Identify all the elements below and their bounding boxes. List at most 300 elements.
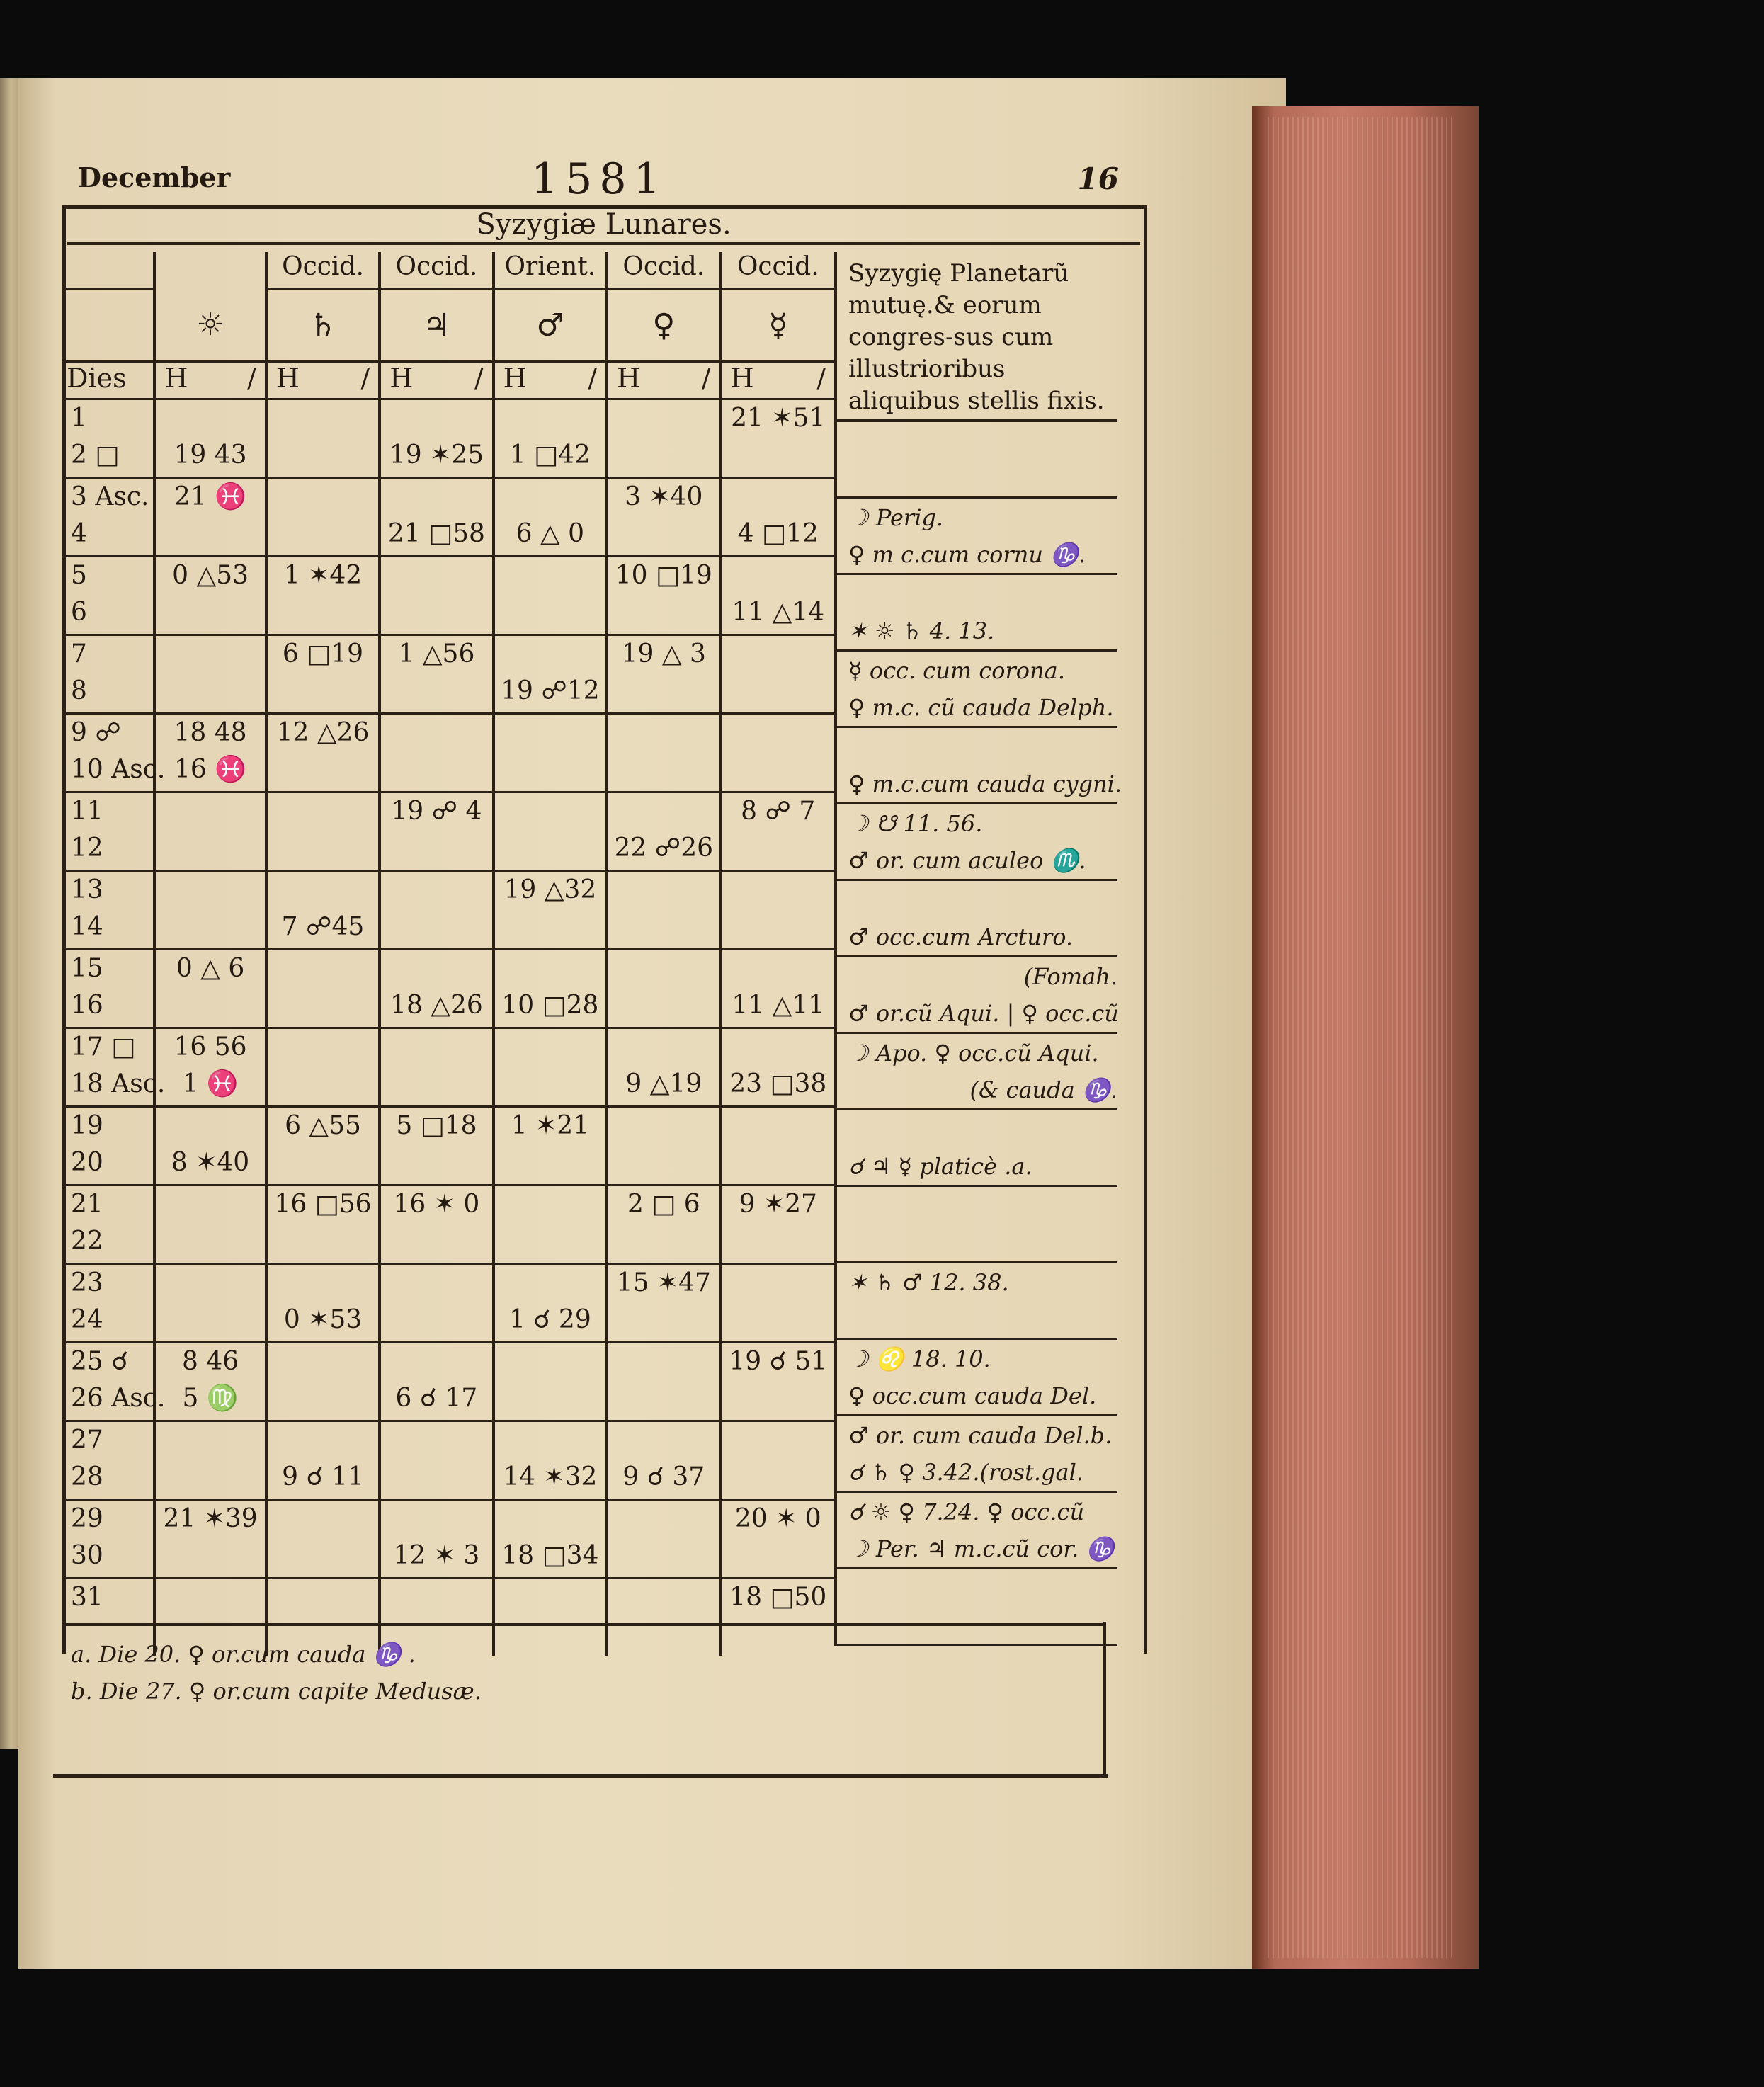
- saturn-value: [268, 1501, 378, 1537]
- note-cell: [834, 1263, 1117, 1340]
- mars-cell: [494, 399, 607, 478]
- mercury-value: [722, 1459, 834, 1496]
- mercury-value: [722, 1108, 834, 1144]
- table-row: [64, 714, 834, 792]
- sun-value: [156, 872, 264, 909]
- mars-value: [495, 636, 605, 673]
- mercury-cell: [721, 1028, 834, 1107]
- jupiter-value: [381, 1579, 491, 1616]
- day-label: 27: [71, 1426, 103, 1455]
- saturn-cell: [266, 1343, 380, 1421]
- mercury-value: [722, 1537, 834, 1574]
- note-text: ✶ ♄ ♂ 12. 38.: [848, 1269, 1009, 1296]
- sun-cell: [154, 714, 266, 792]
- sun-value: [156, 1265, 264, 1302]
- unit-header: [494, 362, 607, 399]
- venus-cell: [607, 635, 720, 714]
- note-text: ♂ occ.cum Arcturo.: [848, 923, 1074, 950]
- jupiter-value: 6 ☌ 17: [395, 1384, 478, 1413]
- page-block-lines: [1268, 117, 1452, 1958]
- saturn-value: 7 ☍45: [281, 912, 365, 941]
- saturn-value: [268, 1223, 378, 1260]
- saturn-value: 16 □56: [274, 1190, 372, 1219]
- saturn-value: [268, 987, 378, 1024]
- note-text: ☌ ☼ ♀ 7.24. ♀ occ.cũ: [848, 1499, 1085, 1525]
- day-cell: [64, 557, 154, 635]
- footnotes: [71, 1636, 482, 1710]
- day-label: 8: [71, 676, 87, 705]
- sun-value: 18 48: [173, 718, 247, 747]
- mars-value: [495, 909, 605, 945]
- mars-value: [495, 793, 605, 830]
- mercury-value: [722, 636, 834, 673]
- saturn-value: [268, 830, 378, 867]
- position-header: Occid.: [721, 252, 834, 289]
- saturn-value: [268, 437, 378, 474]
- mercury-cell: [721, 714, 834, 792]
- venus-cell: [607, 1343, 720, 1421]
- note-text: [848, 1187, 1117, 1224]
- day-label: 5: [71, 561, 87, 590]
- jupiter-value: [381, 751, 491, 788]
- sun-cell: [154, 1500, 266, 1579]
- sun-value: [156, 516, 264, 552]
- mars-value: 18 □34: [501, 1541, 599, 1570]
- venus-value: 15 ✶47: [616, 1268, 711, 1297]
- venus-cell: [607, 792, 720, 871]
- mars-value: [495, 400, 605, 437]
- day-label: 9 ☍: [71, 718, 121, 747]
- note-text: ☽ ☋ 11. 56.: [848, 810, 983, 837]
- saturn-cell: [266, 399, 380, 478]
- mars-value: 1 □42: [509, 440, 591, 470]
- saturn-value: [268, 793, 378, 830]
- jupiter-value: [381, 1343, 491, 1380]
- mercury-cell: [721, 871, 834, 950]
- mars-value: [495, 1579, 605, 1616]
- mars-value: [495, 1029, 605, 1066]
- jupiter-cell: [380, 1264, 493, 1343]
- saturn-cell: [266, 1264, 380, 1343]
- note-cell: [834, 499, 1117, 575]
- jupiter-value: [381, 1066, 491, 1103]
- unit-minute: /: [701, 363, 711, 394]
- jupiter-value: [381, 557, 491, 594]
- jupiter-value: 5 □18: [396, 1111, 477, 1140]
- note-cell: [834, 575, 1117, 652]
- mars-value: 6 △ 0: [516, 519, 585, 548]
- mars-value: 1 ✶21: [511, 1111, 590, 1140]
- venus-value: 9 △19: [625, 1069, 702, 1098]
- unit-hour: H: [503, 363, 527, 394]
- venus-value: [608, 793, 719, 830]
- unit-minute: /: [246, 363, 256, 394]
- day-label: 11: [71, 797, 103, 826]
- unit-header: [721, 362, 834, 399]
- day-label: 20: [71, 1148, 103, 1177]
- mercury-value: [722, 751, 834, 788]
- table-row: [64, 557, 834, 635]
- day-cell: [64, 635, 154, 714]
- jupiter-cell: [380, 871, 493, 950]
- saturn-cell: [266, 1107, 380, 1185]
- jupiter-value: [381, 1144, 491, 1181]
- jupiter-value: [381, 1422, 491, 1459]
- mercury-value: [722, 1616, 834, 1653]
- day-cell: [64, 1421, 154, 1500]
- venus-cell: [607, 1185, 720, 1264]
- saturn-value: [268, 872, 378, 909]
- note-text: [848, 575, 1117, 612]
- sun-value: 8 ✶40: [171, 1148, 250, 1177]
- sun-value: [156, 1302, 264, 1338]
- day-cell: [64, 792, 154, 871]
- mars-value: 14 ✶32: [503, 1462, 598, 1491]
- venus-value: [608, 1616, 719, 1653]
- mars-cell: [494, 1028, 607, 1107]
- sun-value: 21 ♓: [174, 482, 247, 511]
- note-cell: [834, 1416, 1117, 1493]
- mercury-cell: [721, 1185, 834, 1264]
- saturn-cell: [266, 950, 380, 1028]
- table-row: [64, 1185, 834, 1264]
- venus-value: [608, 594, 719, 631]
- sun-cell: [154, 557, 266, 635]
- saturn-value: 12 △26: [276, 718, 370, 747]
- saturn-cell: [266, 792, 380, 871]
- venus-value: [608, 950, 719, 987]
- mars-cell: [494, 1421, 607, 1500]
- table-row: [64, 1421, 834, 1500]
- sun-value: [156, 1223, 264, 1260]
- position-header: Occid.: [607, 252, 720, 289]
- saturn-value: [268, 1029, 378, 1066]
- note-text: [848, 881, 1117, 918]
- mercury-cell: [721, 399, 834, 478]
- venus-cell: [607, 871, 720, 950]
- mars-cell: [494, 635, 607, 714]
- mercury-cell: [721, 792, 834, 871]
- mars-value: [495, 950, 605, 987]
- mars-cell: [494, 1579, 607, 1656]
- venus-value: 19 △ 3: [621, 639, 706, 669]
- sun-value: 1 ♓: [182, 1069, 239, 1098]
- sun-cell: [154, 1343, 266, 1421]
- mars-value: [495, 1343, 605, 1380]
- mercury-value: 20 ✶ 0: [734, 1504, 821, 1533]
- table-row: [64, 1028, 834, 1107]
- mars-value: [495, 1144, 605, 1181]
- mercury-value: [722, 437, 834, 474]
- venus-value: [608, 1302, 719, 1338]
- mercury-value: [722, 557, 834, 594]
- sun-cell: [154, 1107, 266, 1185]
- mercury-value: [722, 1380, 834, 1417]
- venus-value: [608, 1108, 719, 1144]
- saturn-cell: [266, 714, 380, 792]
- sun-value: 0 △ 6: [176, 954, 245, 983]
- mercury-value: [722, 1144, 834, 1181]
- venus-value: [608, 1422, 719, 1459]
- jupiter-value: 16 ✶ 0: [393, 1190, 480, 1219]
- venus-icon: ♀: [607, 289, 720, 362]
- jupiter-value: [381, 909, 491, 945]
- saturn-value: [268, 1265, 378, 1302]
- unit-hour: H: [730, 363, 754, 394]
- mercury-value: 8 ☍ 7: [741, 797, 816, 826]
- mars-cell: [494, 1343, 607, 1421]
- sun-cell: [154, 399, 266, 478]
- note-cell: [834, 1187, 1117, 1263]
- note-cell: [834, 881, 1117, 957]
- sun-value: 16 56: [173, 1033, 247, 1062]
- venus-cell: [607, 714, 720, 792]
- saturn-value: 9 ☌ 11: [282, 1462, 364, 1491]
- mars-value: [495, 594, 605, 631]
- mercury-value: [722, 715, 834, 751]
- venus-value: [608, 1223, 719, 1260]
- note-cell: [834, 1110, 1117, 1187]
- note-cell: [834, 652, 1117, 728]
- jupiter-value: [381, 1223, 491, 1260]
- saturn-value: 6 □19: [282, 639, 364, 669]
- day-label: 14: [71, 912, 103, 941]
- jupiter-value: [381, 1459, 491, 1496]
- sun-value: [156, 1108, 264, 1144]
- jupiter-value: [381, 594, 491, 631]
- mercury-icon: ☿: [721, 289, 834, 362]
- note-text: [848, 1224, 1117, 1261]
- note-cell: [834, 728, 1122, 804]
- saturn-value: [268, 594, 378, 631]
- position-header: Occid.: [380, 252, 493, 289]
- jupiter-cell: [380, 1500, 493, 1579]
- saturn-value: 0 ✶53: [283, 1305, 363, 1334]
- venus-value: 2 □ 6: [627, 1190, 700, 1219]
- venus-value: [608, 872, 719, 909]
- mars-value: 19 ☍12: [501, 676, 600, 705]
- jupiter-icon: ♃: [380, 289, 493, 362]
- jupiter-value: [381, 715, 491, 751]
- jupiter-value: [381, 400, 491, 437]
- jupiter-cell: [380, 1185, 493, 1264]
- footnote-line: a. Die 20. ♀ or.cum cauda ♑ .: [71, 1641, 416, 1668]
- note-text: [848, 1300, 1117, 1337]
- day-label: 29: [71, 1504, 103, 1533]
- sun-value: [156, 1459, 264, 1496]
- day-label: 30: [71, 1541, 103, 1570]
- page-number: 16: [1077, 161, 1119, 196]
- venus-value: [608, 715, 719, 751]
- syzygy-table: [64, 252, 834, 1656]
- saturn-value: [268, 1380, 378, 1417]
- sun-cell: [154, 792, 266, 871]
- venus-cell: [607, 1500, 720, 1579]
- mars-value: [495, 1265, 605, 1302]
- mars-value: [495, 830, 605, 867]
- mercury-cell: [721, 950, 834, 1028]
- day-cell: [64, 399, 154, 478]
- jupiter-cell: [380, 714, 493, 792]
- mercury-value: 9 ✶27: [739, 1190, 817, 1219]
- venus-cell: [607, 1421, 720, 1500]
- table-row: [64, 1107, 834, 1185]
- jupiter-value: [381, 479, 491, 516]
- jupiter-value: 21 □58: [387, 519, 485, 548]
- day-cell: [64, 1264, 154, 1343]
- mars-value: 1 ☌ 29: [508, 1305, 591, 1334]
- jupiter-cell: [380, 478, 493, 557]
- saturn-value: [268, 1144, 378, 1181]
- mercury-value: 11 △14: [732, 598, 825, 627]
- table-row: [64, 1343, 834, 1421]
- mercury-value: [722, 1265, 834, 1302]
- position-header: Occid.: [266, 252, 380, 289]
- saturn-cell: [266, 1028, 380, 1107]
- saturn-value: [268, 400, 378, 437]
- mercury-value: [722, 1029, 834, 1066]
- day-label: 24: [71, 1305, 103, 1334]
- unit-header: [380, 362, 493, 399]
- venus-cell: [607, 399, 720, 478]
- page-header: [78, 154, 1119, 211]
- venus-value: 9 ☌ 37: [622, 1462, 705, 1491]
- saturn-value: [268, 673, 378, 710]
- venus-cell: [607, 1107, 720, 1185]
- day-label: 31: [71, 1583, 103, 1612]
- unit-header: [266, 362, 380, 399]
- mercury-value: [722, 872, 834, 909]
- jupiter-value: 19 ✶25: [389, 440, 484, 470]
- sun-value: [156, 1186, 264, 1223]
- note-cell: [834, 804, 1117, 881]
- mars-cell: [494, 1185, 607, 1264]
- sun-value: [156, 987, 264, 1024]
- left-page-edge: [0, 78, 18, 1749]
- mars-cell: [494, 1107, 607, 1185]
- note-cell: [834, 1569, 1117, 1646]
- note-cell: [834, 1493, 1117, 1569]
- note-cell: [834, 422, 1117, 499]
- venus-value: [608, 516, 719, 552]
- venus-value: [608, 1380, 719, 1417]
- day-label: 12: [71, 834, 103, 863]
- saturn-value: 6 △55: [285, 1111, 361, 1140]
- note-text: [848, 1569, 1117, 1606]
- sun-cell: [154, 871, 266, 950]
- mars-value: [495, 1501, 605, 1537]
- mercury-cell: [721, 1343, 834, 1421]
- jupiter-value: [381, 950, 491, 987]
- venus-value: [608, 673, 719, 710]
- venus-value: [608, 1343, 719, 1380]
- jupiter-value: [381, 1501, 491, 1537]
- jupiter-cell: [380, 950, 493, 1028]
- note-text: ✶ ☼ ♄ 4. 13.: [848, 618, 995, 644]
- day-label: 16: [71, 991, 103, 1020]
- sun-value: [156, 909, 264, 945]
- venus-value: [608, 1537, 719, 1574]
- mercury-value: 18 □50: [729, 1583, 827, 1612]
- sun-value: [156, 1537, 264, 1574]
- mars-cell: [494, 714, 607, 792]
- mercury-value: [722, 1223, 834, 1260]
- mars-cell: [494, 792, 607, 871]
- day-label: 17 □: [71, 1033, 136, 1062]
- saturn-value: [268, 950, 378, 987]
- unit-hour: H: [617, 363, 641, 394]
- unit-minute: /: [816, 363, 826, 394]
- mars-value: [495, 479, 605, 516]
- note-text: ☽ ♌ 18. 10.: [848, 1346, 991, 1372]
- blank: [64, 289, 154, 362]
- unit-minute: /: [474, 363, 484, 394]
- saturn-value: [268, 479, 378, 516]
- day-cell: [64, 1028, 166, 1107]
- sun-cell: [154, 635, 266, 714]
- note-text: [848, 422, 1117, 459]
- venus-value: 22 ☍26: [614, 834, 714, 863]
- venus-value: [608, 1029, 719, 1066]
- note-text: ♀ occ.cum cauda Del.: [848, 1382, 1097, 1409]
- note-text: ☽ Perig.: [848, 504, 944, 531]
- note-text: ♀ m.c. cũ cauda Delph.: [848, 694, 1114, 721]
- sun-value: [156, 1579, 264, 1616]
- saturn-cell: [266, 1185, 380, 1264]
- frame-right-rule: [1103, 1622, 1106, 1774]
- saturn-value: [268, 1066, 378, 1103]
- venus-value: [608, 1579, 719, 1616]
- jupiter-cell: [380, 557, 493, 635]
- jupiter-cell: [380, 1028, 493, 1107]
- unit-hour: H: [275, 363, 300, 394]
- sun-value: 8 46: [181, 1347, 239, 1376]
- day-cell: [64, 1107, 154, 1185]
- saturn-cell: [266, 1421, 380, 1500]
- day-label: 23: [71, 1268, 103, 1297]
- sun-value: [156, 594, 264, 631]
- jupiter-cell: [380, 1107, 493, 1185]
- venus-value: [608, 437, 719, 474]
- day-cell: [64, 478, 154, 557]
- unit-minute: /: [588, 363, 598, 394]
- venus-value: [608, 1501, 719, 1537]
- day-cell: [64, 714, 166, 792]
- jupiter-value: 19 ☍ 4: [391, 797, 482, 826]
- mercury-value: [722, 909, 834, 945]
- note-text: (& cauda ♑.: [969, 1076, 1117, 1103]
- table-row: [64, 871, 834, 950]
- mars-cell: [494, 1264, 607, 1343]
- day-label: 10 Asc.: [71, 755, 166, 784]
- sun-value: 0 △53: [172, 561, 249, 590]
- mercury-cell: [721, 478, 834, 557]
- sun-icon: ☼: [154, 289, 266, 362]
- saturn-value: 1 ✶42: [283, 561, 363, 590]
- mercury-value: [722, 830, 834, 867]
- sun-value: 21 ✶39: [163, 1504, 258, 1533]
- table-row: [64, 478, 834, 557]
- unit-header: [607, 362, 720, 399]
- jupiter-value: [381, 1265, 491, 1302]
- sun-value: [156, 830, 264, 867]
- sun-cell: [154, 950, 266, 1028]
- unit-hour: H: [389, 363, 414, 394]
- month-title: December: [78, 161, 231, 193]
- sun-cell: [154, 1421, 266, 1500]
- mars-cell: [494, 478, 607, 557]
- mercury-cell: [721, 1579, 834, 1656]
